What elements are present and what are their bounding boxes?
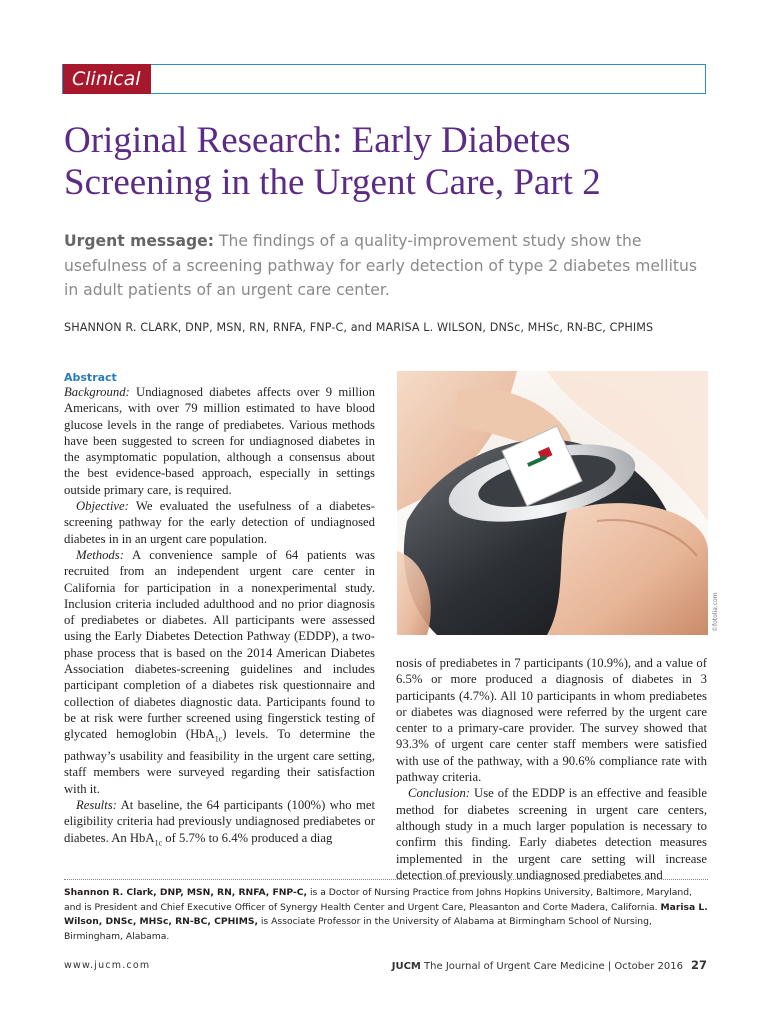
bio-author2-text: is Associate Professor in the University of Alabama at Birmingham School of Nursing, Birmingham, Alabama. xyxy=(64,916,652,942)
footer-journal xyxy=(355,958,707,972)
urgent-message xyxy=(64,229,714,303)
footer-journal-name: The Journal of Urgent Care Medicine | October 2016 xyxy=(420,961,683,972)
urgent-message-text: The findings of a quality-improvement study show the usefulness of a screening pathway for early detection of type 2 diabetes mellitus in adult patients of an urgent care center. xyxy=(64,232,698,299)
results-subscript: 1c xyxy=(154,838,163,848)
conclusion-text: Use of the EDDP is an effective and feasible method for diabetes screening in urgent care centers, although study in a much larger population is necessary to confirm this finding. Early diabetes detection measures implemented in the urgent care setting will increase detection of previously undiagnosed prediabetes and xyxy=(396,786,707,882)
author-byline: SHANNON R. CLARK, DNP, MSN, RN, RNFA, FNP-C, and MARISA L. WILSON, DNSc, MHSc, RN-BC, CPHIMS xyxy=(64,321,654,334)
section-tag: Clinical xyxy=(63,64,151,94)
article-title: Original Research: Early Diabetes Screening in the Urgent Care, Part 2 xyxy=(64,120,601,203)
bio-author2-name: Marisa L. Wilson, DNSc, MHSc, RN-BC, CPHIMS, xyxy=(64,901,708,927)
section-bar xyxy=(62,64,706,94)
background-label: Background: xyxy=(64,385,130,399)
results-text-continued: nosis of prediabetes in 7 participants (10.9%), and a value of 6.5% or more produced a diagnosis of diabetes in 3 participants (4.7%). All 10 participants in whom prediabetes or diabetes was diagnosed were referred by the urgent care center to a primary-care provider. The survey showed that 93.3% of urgent care center staff members were satisfied with use of the pathway, with a 90.6% compliance rate with pathway criteria. xyxy=(396,656,707,785)
abstract-results xyxy=(64,797,375,851)
page-number: 27 xyxy=(690,958,707,972)
footnote-divider xyxy=(64,879,708,880)
urgent-message-label: Urgent message: xyxy=(64,232,214,250)
methods-text-cont: ) levels. To determine the pathway’s usability and feasibility in the urgent care setting, staff members were surveyed regarding their satisfaction with it. xyxy=(64,727,375,796)
background-text: Undiagnosed diabetes affects over 9 million Americans, with over 79 million estimated to have blood glucose levels in the range of prediabetes. Various methods have been suggested to screen for undiagnosed diabetes in the asymptomatic population, although a consensus about the best evidence-based approach, especially in settings outside primary care, is required. xyxy=(64,385,375,497)
glucose-meter-photo xyxy=(397,371,708,635)
photo-credit: ©fotolia.com xyxy=(712,592,719,632)
methods-text: A convenience sample of 64 patients was recruited from an independent urgent care center in California for participation in a nonexperimental study. Inclusion criteria included adulthood and no prior diagnosis of prediabetes or diabetes. All participants were assessed using the Early Diabetes Detection Pathway (EDDP), a two-phase process that is based on the 2014 American Diabetes Association diabetes-screening guidelines and includes participant completion of a diabetes risk questionnaire and collection of diabetes diagnostic data. Participants found to be at risk were further screened using fingerstick testing of glycated hemoglobin (HbA xyxy=(64,547,375,742)
results-text: At baseline, the 64 participants (100%) who met eligibility criteria had previously undiagnosed prediabetes or diabetes. An HbA xyxy=(64,797,375,845)
abstract-conclusion xyxy=(396,785,707,883)
methods-label: Methods: xyxy=(76,547,124,562)
footer-website: www.jucm.com xyxy=(64,960,151,971)
abstract-methods xyxy=(64,547,375,797)
author-bio xyxy=(64,886,709,944)
abstract-background xyxy=(64,384,375,498)
objective-label: Objective: xyxy=(76,499,129,514)
methods-subscript: 1c xyxy=(214,734,223,744)
conclusion-label: Conclusion: xyxy=(408,786,471,801)
bio-author1-text: is a Doctor of Nursing Practice from Johns Hopkins University, Baltimore, Maryland, and is President and Chief Executive Officer of Synergy Health Center and Urgent Care, Pleasanton and Corte Madera, California. xyxy=(64,887,692,913)
footer-journal-abbr: JUCM xyxy=(391,961,421,972)
results-label: Results: xyxy=(76,797,117,812)
objective-text: We evaluated the usefulness of a diabetes-screening pathway for the early detection of undiagnosed diabetes in in an urgent care population. xyxy=(64,499,375,546)
bio-author1-name: Shannon R. Clark, DNP, MSN, RN, RNFA, FNP-C, xyxy=(64,887,308,898)
abstract-objective xyxy=(64,498,375,547)
abstract-column-right xyxy=(396,655,707,883)
results-text-cont: of 5.7% to 6.4% produced a diag xyxy=(162,830,333,845)
abstract-column-left xyxy=(64,371,375,851)
abstract-results-continued xyxy=(396,655,707,785)
abstract-heading: Abstract xyxy=(64,371,117,384)
